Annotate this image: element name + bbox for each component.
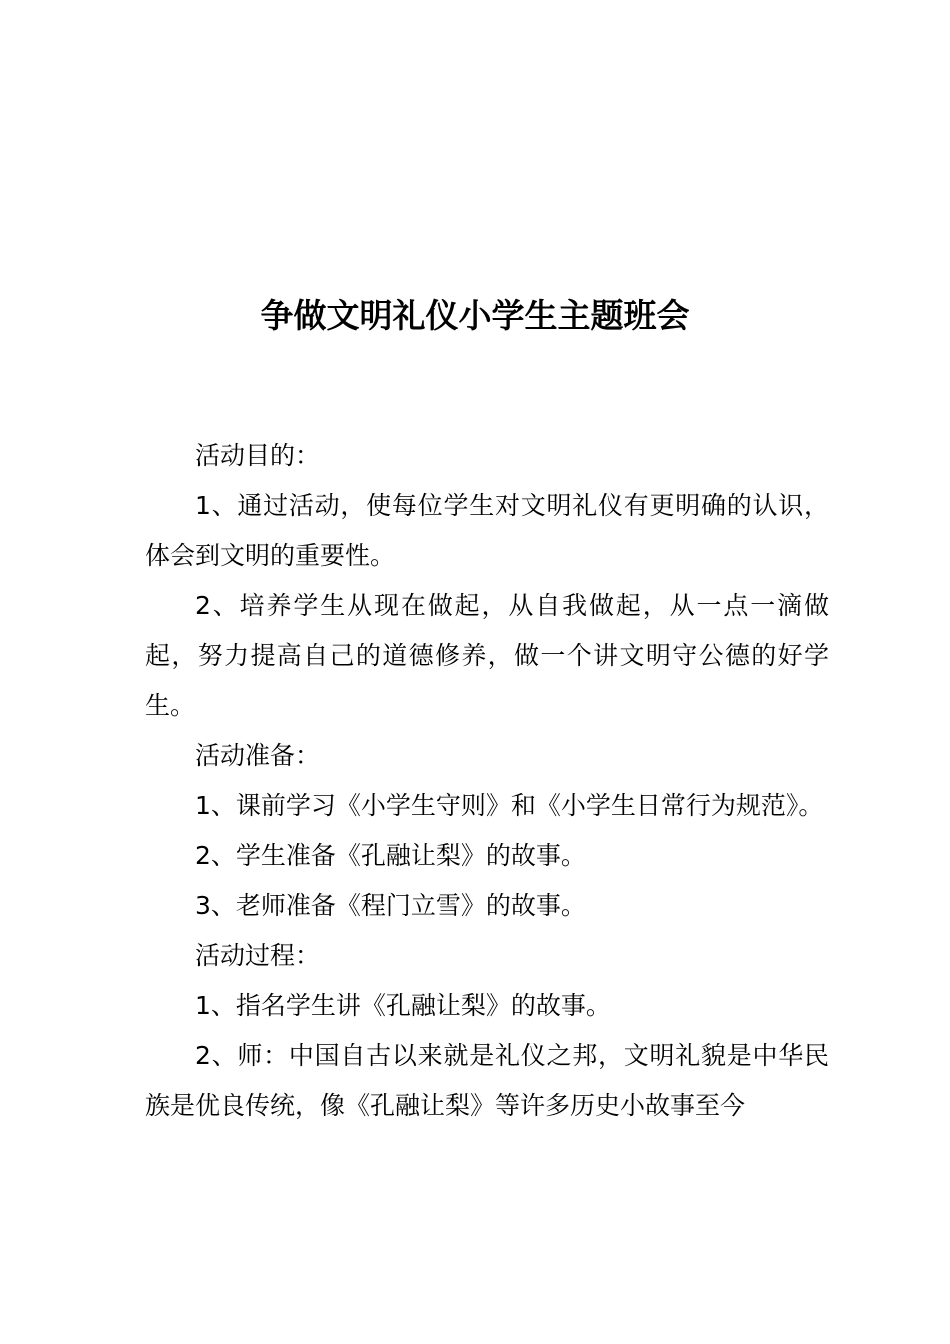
section-heading-preparation: 活动准备：	[195, 741, 321, 770]
process-item-1: 1、指名学生讲《孔融让梨》的故事。	[195, 991, 611, 1020]
preparation-item-3: 3、老师准备《程门立雪》的故事。	[195, 891, 586, 920]
preparation-item-2: 2、学生准备《孔融让梨》的故事。	[195, 841, 586, 870]
preparation-item-1: 1、课前学习《小学生守则》和《小学生日常行为规范》。	[195, 791, 824, 820]
objective-item-1: 1、通过活动，使每位学生对文明礼仪有更明确的认识，体会到文明的重要性。	[145, 491, 829, 570]
document-body	[145, 431, 829, 1131]
section-heading-process: 活动过程：	[195, 941, 321, 970]
process-item-2: 2、师：中国自古以来就是礼仪之邦，文明礼貌是中华民族是优良传统，像《孔融让梨》等许多历史小故事至今	[145, 1041, 829, 1120]
document-title: 争做文明礼仪小学生主题班会	[260, 296, 690, 335]
objective-item-2: 2、培养学生从现在做起，从自我做起，从一点一滴做起，努力提高自己的道德修养，做一个讲文明守公德的好学生。	[145, 591, 829, 720]
section-heading-objectives: 活动目的：	[195, 441, 321, 470]
